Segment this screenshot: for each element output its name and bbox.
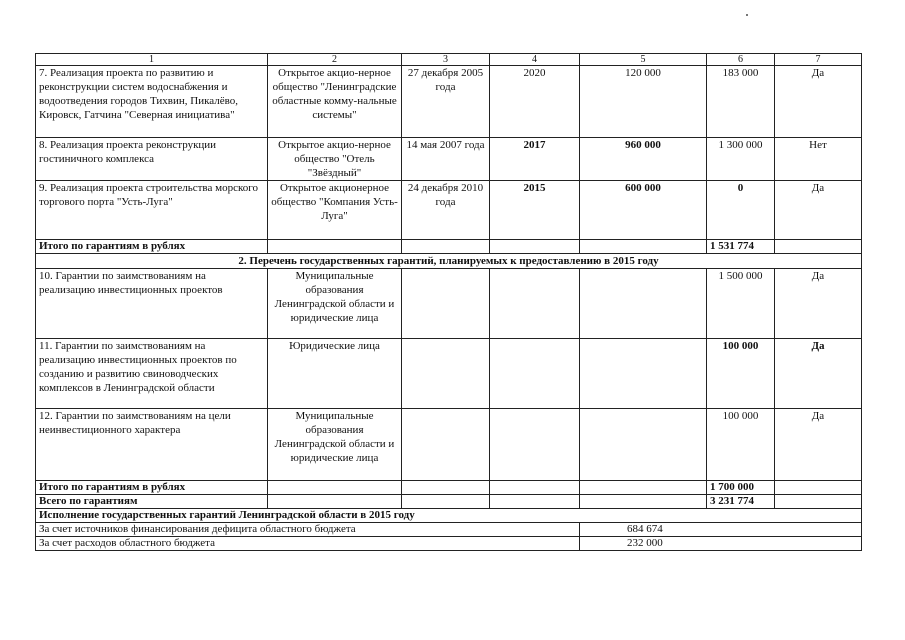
guarantee-purpose: 12. Гарантии по заимствованиям на цели неинвестиционного характера bbox=[36, 409, 268, 481]
execution-row bbox=[36, 523, 862, 537]
column-number-row bbox=[36, 54, 862, 66]
guarantee-end-year: 2020 bbox=[490, 66, 580, 138]
scan-speck bbox=[746, 14, 748, 16]
execution-title: Исполнение государственных гарантий Ленинградской области в 2015 году bbox=[36, 509, 862, 523]
section-heading-row bbox=[36, 254, 862, 269]
guarantee-balance: 1 300 000 bbox=[707, 138, 775, 181]
column-number: 4 bbox=[490, 54, 580, 66]
principal-name: Открытое акционерное общество "Компания Усть-Луга" bbox=[268, 181, 402, 240]
section-title: 2. Перечень государственных гарантий, планируемых к предоставлению в 2015 году bbox=[36, 254, 862, 269]
execution-source-label: За счет источников финансирования дефицита областного бюджета bbox=[36, 523, 580, 537]
guarantee-end-year: 2015 bbox=[490, 181, 580, 240]
column-number: 7 bbox=[775, 54, 862, 66]
guarantee-balance: 100 000 bbox=[707, 339, 775, 409]
agreement-date: 27 декабря 2005 года bbox=[402, 66, 490, 138]
table-row bbox=[36, 138, 862, 181]
execution-heading-row bbox=[36, 509, 862, 523]
guarantee-amount: 600 000 bbox=[580, 181, 707, 240]
guarantee-balance: 100 000 bbox=[707, 409, 775, 481]
project-name: 8. Реализация проекта реконструкции гостиничного комплекса bbox=[36, 138, 268, 181]
principal-name: Открытое акцио-нерное общество "Отель "Звёздный" bbox=[268, 138, 402, 181]
project-name: 7. Реализация проекта по развитию и реконструкции систем водоснабжения и водоотведения городов Тихвин, Пикалёво, Кировск, Гатчина "Северная инициатива" bbox=[36, 66, 268, 138]
agreement-date: 24 декабря 2010 года bbox=[402, 181, 490, 240]
grand-total-label: Всего по гарантиям bbox=[36, 495, 268, 509]
subtotal-value: 1 531 774 bbox=[707, 240, 775, 254]
execution-source-label: За счет расходов областного бюджета bbox=[36, 537, 580, 551]
column-number: 6 bbox=[707, 54, 775, 66]
execution-source-value: 684 674 bbox=[580, 523, 862, 537]
regress-flag: Да bbox=[775, 66, 862, 138]
subtotal-label: Итого по гарантиям в рублях bbox=[36, 240, 268, 254]
subtotal-row bbox=[36, 481, 862, 495]
guarantee-balance: 1 500 000 bbox=[707, 269, 775, 339]
subtotal-value: 1 700 000 bbox=[707, 481, 775, 495]
regress-flag: Да bbox=[775, 339, 862, 409]
guarantee-amount: 120 000 bbox=[580, 66, 707, 138]
column-number: 1 bbox=[36, 54, 268, 66]
table-row bbox=[36, 269, 862, 339]
guarantee-amount: 960 000 bbox=[580, 138, 707, 181]
column-number: 2 bbox=[268, 54, 402, 66]
subtotal-row bbox=[36, 240, 862, 254]
regress-flag: Нет bbox=[775, 138, 862, 181]
guarantee-balance: 0 bbox=[707, 181, 775, 240]
principal-name: Открытое акцио-нерное общество "Ленинградские областные комму-нальные системы" bbox=[268, 66, 402, 138]
principal-name: Муниципальные образования Ленинградской области и юридические лица bbox=[268, 269, 402, 339]
grand-total-value: 3 231 774 bbox=[707, 495, 775, 509]
regress-flag: Да bbox=[775, 181, 862, 240]
execution-source-value: 232 000 bbox=[580, 537, 862, 551]
subtotal-label: Итого по гарантиям в рублях bbox=[36, 481, 268, 495]
column-number: 3 bbox=[402, 54, 490, 66]
column-number: 5 bbox=[580, 54, 707, 66]
guarantees-table bbox=[35, 53, 862, 551]
table-row bbox=[36, 181, 862, 240]
guarantee-purpose: 10. Гарантии по заимствованиям на реализацию инвестиционных проектов bbox=[36, 269, 268, 339]
agreement-date: 14 мая 2007 года bbox=[402, 138, 490, 181]
table-row bbox=[36, 66, 862, 138]
guarantee-balance: 183 000 bbox=[707, 66, 775, 138]
regress-flag: Да bbox=[775, 409, 862, 481]
principal-name: Муниципальные образования Ленинградской области и юридические лица bbox=[268, 409, 402, 481]
principal-name: Юридические лица bbox=[268, 339, 402, 409]
table-row bbox=[36, 339, 862, 409]
table-row bbox=[36, 409, 862, 481]
execution-row bbox=[36, 537, 862, 551]
regress-flag: Да bbox=[775, 269, 862, 339]
guarantee-end-year: 2017 bbox=[490, 138, 580, 181]
project-name: 9. Реализация проекта строительства морского торгового порта "Усть-Луга" bbox=[36, 181, 268, 240]
grand-total-row bbox=[36, 495, 862, 509]
guarantee-purpose: 11. Гарантии по заимствованиям на реализацию инвестиционных проектов по созданию и развитию свиноводческих комплексов в Ленинградской области bbox=[36, 339, 268, 409]
